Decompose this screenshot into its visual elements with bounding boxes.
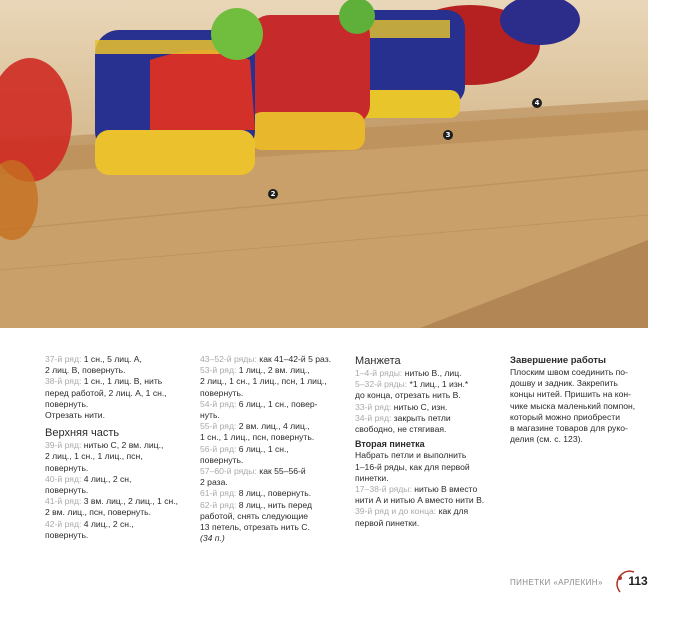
- column-4: [510, 354, 650, 445]
- text-line: 41-й ряд: 3 вм. лиц., 2 лиц., 1 сн.,: [45, 496, 179, 507]
- text-line: чике мыска маленький помпон,: [510, 400, 636, 411]
- text-line: 40-й ряд: 4 лиц., 2 сн,: [45, 473, 132, 484]
- section-title-cuff: Манжета: [355, 355, 401, 367]
- column-2: [200, 354, 345, 544]
- text-line: повернуть.: [200, 454, 244, 465]
- stitch-count-note: (34 п.): [200, 533, 225, 544]
- marker-3: 3: [443, 130, 453, 140]
- text-line: 2 раза.: [200, 477, 228, 488]
- text-line: 62-й ряд: 8 лиц., нить перед: [200, 499, 312, 510]
- text-line: дошву и задник. Закрепить: [510, 378, 618, 389]
- subtitle-second-bootie: Вторая пинетка: [355, 439, 425, 450]
- column-3: [355, 354, 495, 529]
- text-line: 1–4-й ряды: нитью B., лиц.: [355, 368, 462, 378]
- text-line: 2 лиц., 1 сн., 1 лиц., псн,: [45, 451, 143, 462]
- text-line: 13 петель, отрезать нить C.: [200, 522, 310, 533]
- text-line: 38-й ряд: 1 сн., 1 лиц. B, нить: [45, 376, 163, 387]
- text-line: работой, снять следующие: [200, 510, 309, 521]
- text-line: до конца, отрезать нить B.: [355, 390, 461, 401]
- text-line: 17–38-й ряды: нитью B вместо: [355, 484, 478, 495]
- text-line: повернуть.: [200, 387, 244, 398]
- text-line: который можно приобрести: [510, 411, 620, 422]
- text-line: 34-й ряд: закрыть петли: [355, 412, 451, 423]
- text-line: 37-й ряд: 1 сн., 5 лиц. A,: [45, 354, 142, 364]
- text-line: 39-й ряд: нитью C, 2 вм. лиц.,: [45, 440, 164, 451]
- text-line: Отрезать нити.: [45, 410, 105, 421]
- text-line: 55-й ряд: 2 вм. лиц., 4 лиц.,: [200, 421, 310, 432]
- text-line: концы нитей. Пришить на кон-: [510, 389, 632, 400]
- text-line: в магазине товаров для руко-: [510, 423, 628, 434]
- text-line: пинетки.: [355, 472, 389, 483]
- text-line: 5–32-й ряды: *1 лиц., 1 изн.*: [355, 379, 469, 390]
- running-footer-title: ПИНЕТКИ «АРЛЕКИН»: [510, 578, 603, 587]
- marker-2: 2: [268, 189, 278, 199]
- text-line: 61-й ряд: 8 лиц., повернуть.: [200, 488, 312, 499]
- text-line: свободно, не стягивая.: [355, 424, 447, 435]
- text-line: 33-й ряд: нитью C, изн.: [355, 401, 448, 412]
- text-line: Плоским швом соединить по-: [510, 367, 628, 377]
- text-line: повернуть.: [45, 462, 89, 473]
- text-line: 39-й ряд и до конца: как для: [355, 506, 469, 517]
- text-line: 1 сн., 1 лиц., псн, повернуть.: [200, 432, 315, 443]
- text-line: 1–16-й ряды, как для первой: [355, 461, 470, 472]
- text-line: повернуть.: [45, 398, 89, 409]
- marker-4: 4: [532, 98, 542, 108]
- photo-illustration: [0, 0, 648, 328]
- text-line: повернуть.: [45, 529, 89, 540]
- section-title-upper-part: Верхняя часть: [45, 427, 120, 440]
- text-line: 43–52-й ряды: как 41–42-й 5 раз.: [200, 354, 332, 364]
- text-line: 53-й ряд: 1 лиц., 2 вм. лиц.,: [200, 365, 310, 376]
- column-1: [45, 354, 185, 541]
- page-number: 113: [628, 574, 648, 588]
- text-line: нуть.: [200, 410, 220, 421]
- heading-finishing: Завершение работы: [510, 355, 607, 366]
- photo-knitted-booties: [0, 0, 648, 328]
- text-line: первой пинетки.: [355, 517, 420, 528]
- text-line: делия (см. с. 123).: [510, 434, 583, 445]
- text-line: 56-й ряд: 6 лиц., 1 сн.,: [200, 443, 289, 454]
- text-line: 54-й ряд: 6 лиц., 1 сн., повер-: [200, 398, 318, 409]
- text-line: Набрать петли и выполнить: [355, 450, 467, 461]
- text-line: 2 лиц., 1 сн., 1 лиц., псн, 1 лиц.,: [200, 376, 327, 387]
- text-line: перед работой, 2 лиц. A, 1 сн.,: [45, 387, 167, 398]
- text-line: 42-й ряд: 4 лиц., 2 сн.,: [45, 518, 134, 529]
- text-line: 57–60-й ряды: как 55–56-й: [200, 466, 306, 477]
- text-line: нити A и нитью A вместо нити B.: [355, 495, 485, 506]
- text-line: 2 лиц. B, повернуть.: [45, 365, 126, 376]
- text-line: повернуть.: [45, 485, 89, 496]
- text-line: 2 вм. лиц., псн, повернуть.: [45, 507, 151, 518]
